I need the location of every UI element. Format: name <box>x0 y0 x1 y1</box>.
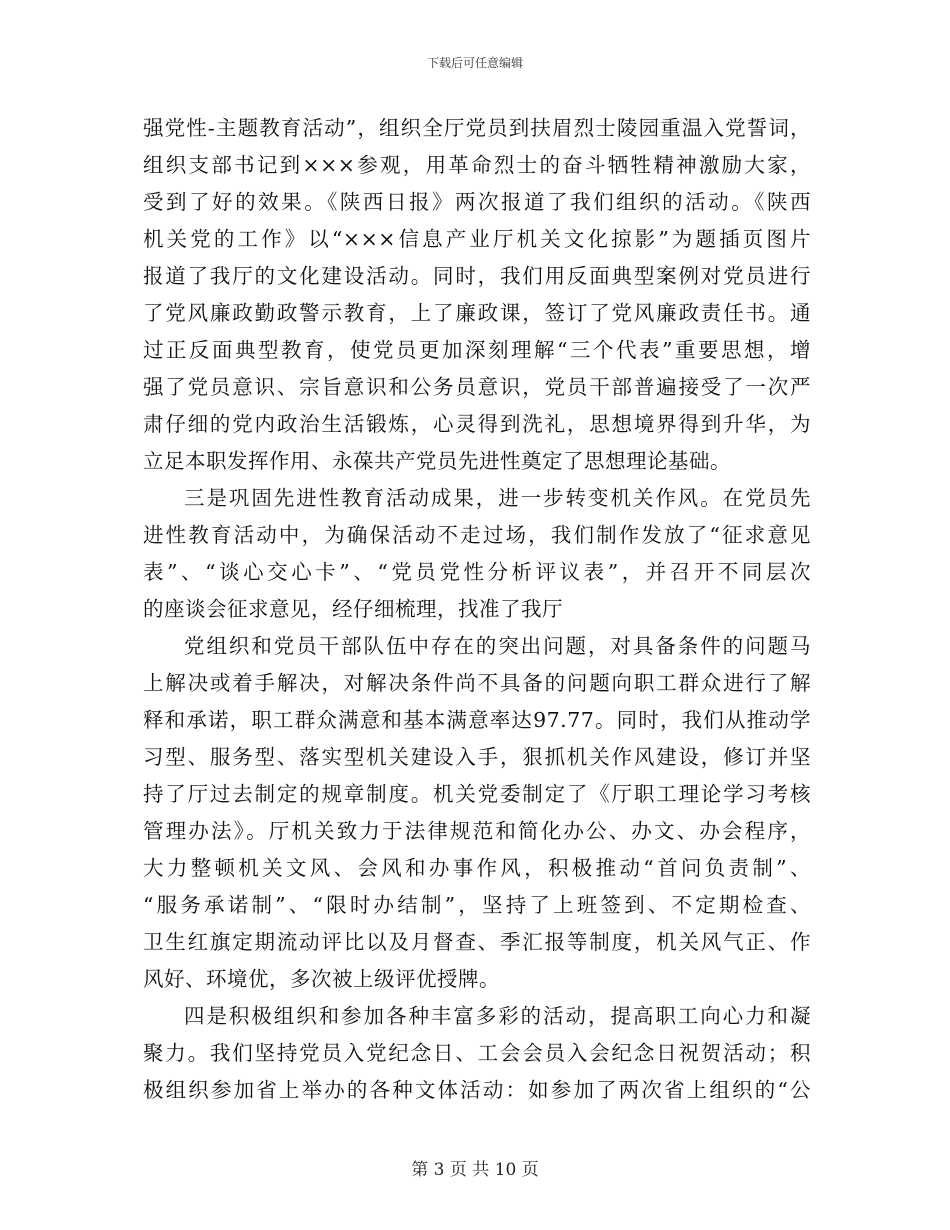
text-line: 机关党的工作》以“×××信息产业厅机关文化掠影”为题插页图片 <box>143 227 811 251</box>
text-line: 组织支部书记到×××参观，用革命烈士的奋斗牺牲精神激励大家， <box>143 153 811 177</box>
text-line: 大力整顿机关文风、会风和办事作风，积极推动“首问负责制”、 <box>143 856 811 880</box>
text-line: 进性教育活动中，为确保活动不走过场，我们制作发放了“征求意见 <box>143 523 811 547</box>
text-line: 风好、环境优，多次被上级评优授牌。 <box>143 967 500 991</box>
text-line: 报道了我厅的文化建设活动。同时，我们用反面典型案例对党员进行 <box>143 264 811 288</box>
paragraph-start-line: 三是巩固先进性教育活动成果，进一步转变机关作风。在党员先 <box>184 486 811 510</box>
paragraph-start-line: 党组织和党员干部队伍中存在的突出问题，对具备条件的问题马 <box>184 634 811 658</box>
text-line: 立足本职发挥作用、永葆共产党员先进性奠定了思想理论基础。 <box>143 449 731 473</box>
paragraph-start-line: 四是积极组织和参加各种丰富多彩的活动，提高职工向心力和凝 <box>184 1004 811 1028</box>
text-line: 管理办法》。厅机关致力于法律规范和简化办公、办文、办会程序， <box>143 819 811 843</box>
text-line: 习型、服务型、落实型机关建设入手，狠抓机关作风建设，修订并坚 <box>143 745 811 769</box>
text-line: 持了厅过去制定的规章制度。机关党委制定了《厅职工理论学习考核 <box>143 782 811 806</box>
text-line: 过正反面典型教育，使党员更加深刻理解“三个代表”重要思想，增 <box>143 338 811 362</box>
text-line: 了党风廉政勤政警示教育，上了廉政课，签订了党风廉政责任书。通 <box>143 301 811 325</box>
text-line: 肃仔细的党内政治生活锻炼，心灵得到洗礼，思想境界得到升华，为 <box>143 412 811 436</box>
text-line: 受到了好的效果。《陕西日报》两次报道了我们组织的活动。《陕西 <box>143 190 811 214</box>
text-line: 上解决或着手解决，对解决条件尚不具备的问题向职工群众进行了解 <box>143 671 811 695</box>
text-line: 极组织参加省上举办的各种文体活动：如参加了两次省上组织的“公 <box>143 1078 811 1102</box>
text-line: 释和承诺，职工群众满意和基本满意率达97.77。同时，我们从推动学 <box>143 708 811 732</box>
document-body <box>143 110 811 1109</box>
text-line: 强党性-主题教育活动”，组织全厅党员到扶眉烈士陵园重温入党誓词， <box>143 116 811 140</box>
text-line: 表”、“谈心交心卡”、“党员党性分析评议表”，并召开不同层次 <box>143 560 811 584</box>
text-line: 强了党员意识、宗旨意识和公务员意识，党员干部普遍接受了一次严 <box>143 375 811 399</box>
page-header: 下载后可任意编辑 <box>426 56 523 70</box>
text-line: 卫生红旗定期流动评比以及月督查、季汇报等制度，机关风气正、作 <box>143 930 811 954</box>
text-line: 的座谈会征求意见，经仔细梳理，找准了我厅 <box>143 597 563 621</box>
page-footer: 第 3 页 共 10 页 <box>411 1160 539 1180</box>
text-line: “服务承诺制”、“限时办结制”，坚持了上班签到、不定期检查、 <box>143 893 811 917</box>
text-line: 聚力。我们坚持党员入党纪念日、工会会员入会纪念日祝贺活动；积 <box>143 1041 811 1065</box>
